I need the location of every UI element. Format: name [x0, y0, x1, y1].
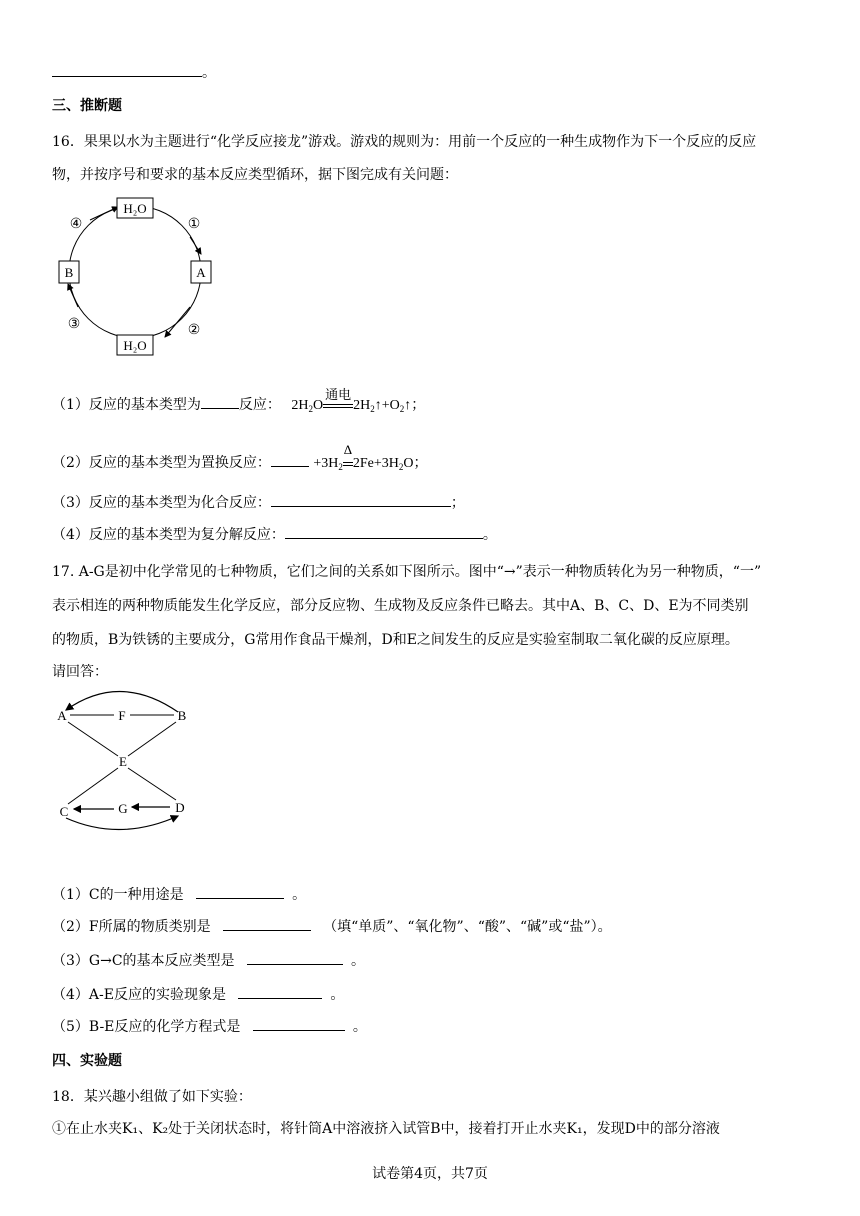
q18-stem-line-2: ①在止水夹K₁、K₂处于关闭状态时，将针筒A中溶液挤入试管B中，接着打开止水夹K₁，发现D中的部分溶液 [52, 1121, 720, 1137]
step-num-3: ③ [67, 317, 81, 332]
arrow-2-icon [165, 307, 190, 337]
node-e: E [119, 754, 127, 769]
answer-blank[interactable] [247, 950, 343, 965]
node-g: G [118, 801, 128, 816]
equation-2: $+3H_2$ Δ $2Fe+3H_2O$； [313, 442, 428, 472]
step-num-1: ① [187, 217, 201, 232]
answer-blank[interactable] [285, 524, 483, 539]
answer-blank[interactable] [271, 492, 451, 507]
section-4-title: 四、实验题 [52, 1053, 122, 1069]
q16-stem-line-1: 16．果果以水为主题进行“化学反应接龙”游戏。游戏的规则为：用前一个反应的一种生成物作为下一个反应的反应 [52, 134, 757, 150]
arrow-c-to-d-icon [66, 816, 178, 830]
q16-part-4: （4）反应的基本类型为复分解反应： 。 [52, 524, 497, 544]
answer-blank[interactable] [196, 884, 284, 899]
q17-relation-diagram [50, 682, 200, 832]
arrow-3-icon [68, 284, 78, 307]
node-d: D [175, 800, 185, 815]
cycle-bottom-label: H₂O [123, 338, 147, 353]
q17-part-3: （3）G→C的基本反应类型是 。 [52, 950, 365, 970]
node-f: F [118, 708, 126, 723]
answer-blank[interactable] [253, 1016, 345, 1031]
arrow-4-icon [90, 207, 118, 220]
node-b: B [177, 708, 187, 723]
cycle-right-label: A [196, 265, 206, 280]
top-answer-line: 。 [52, 62, 216, 82]
q17-stem-line-2: 表示相连的两种物质能发生化学反应，部分反应物、生成物及反应条件已略去。其中A、B、C、D、E为不同类别 [52, 598, 749, 614]
step-num-4: ④ [69, 217, 83, 232]
q16-cycle-diagram [50, 192, 230, 362]
q17-part-4: （4）A-E反应的实验现象是 。 [52, 984, 344, 1004]
node-a: A [57, 708, 67, 723]
equation-1: $2H_2O$ 通电 $2H_2↑+O_2↑$； [291, 387, 426, 414]
answer-blank[interactable] [52, 62, 202, 77]
answer-blank[interactable] [238, 984, 322, 999]
q17-part-1: （1）C的一种用途是 。 [52, 884, 306, 904]
q16-part-1: （1）反应的基本类型为 反应： $2H_2O$ 通电 $2H_2↑+O_2↑$； [52, 387, 426, 414]
answer-blank[interactable] [271, 452, 309, 467]
cycle-top-label: H₂O [123, 201, 147, 216]
q17-part-5: （5）B-E反应的化学方程式是 。 [52, 1016, 367, 1036]
q17-stem-line-3: 的物质，B为铁锈的主要成分，G常用作食品干燥剂，D和E之间发生的反应是实验室制取二氧化碳的反应原理。 [52, 632, 739, 648]
cycle-left-label: B [64, 265, 74, 280]
section-3-title: 三、推断题 [52, 98, 122, 114]
q16-stem-line-2: 物，并按序号和要求的基本反应类型循环，据下图完成有关问题： [52, 167, 458, 183]
arrow-1-icon [190, 237, 201, 254]
q17-stem-line-1: 17. A-G是初中化学常见的七种物质，它们之间的关系如下图所示。图中“→”表示一种物质转化为另一种物质，“一” [52, 564, 762, 580]
q16-part-3: （3）反应的基本类型为化合反应： ； [52, 492, 465, 512]
page-footer: 试卷第4页，共7页 [372, 1166, 488, 1182]
answer-blank[interactable] [223, 916, 311, 931]
q18-stem-line-1: 18．某兴趣小组做了如下实验： [52, 1089, 252, 1105]
q16-part-2: （2）反应的基本类型为置换反应： $+3H_2$ Δ $2Fe+3H_2O$； [52, 442, 428, 472]
node-c: C [59, 804, 69, 819]
answer-blank[interactable] [201, 394, 239, 409]
q17-stem-line-4: 请回答： [52, 664, 108, 680]
step-num-2: ② [187, 323, 201, 338]
q17-part-2: （2）F所属的物质类别是 （填“单质”、“氧化物”、“酸”、“碱”或“盐”）。 [52, 916, 612, 936]
